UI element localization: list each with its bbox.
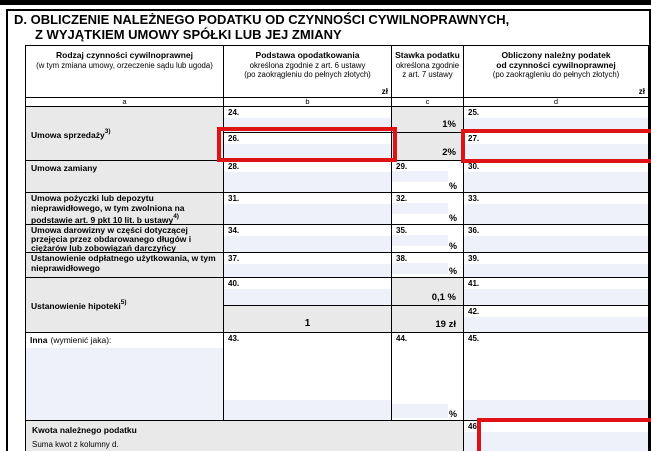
field-44-percent-unit: %	[448, 409, 457, 419]
rate-19-zl-cell	[391, 306, 463, 333]
field-41-input[interactable]	[464, 289, 648, 305]
section-d-title-line2: Z WYJĄTKIEM UMOWY SPÓŁKI LUB JEJ ZMIANY	[35, 27, 342, 42]
hipoteka-count-cell	[223, 306, 391, 333]
field-26-input[interactable]	[224, 144, 391, 160]
field-26-cell	[223, 133, 391, 160]
field-24-cell	[223, 107, 391, 132]
kwota-label-sub: Suma kwot z kolumny d.	[32, 440, 119, 449]
field-38-cell	[391, 253, 463, 277]
field-46-number: 46.	[468, 422, 480, 431]
inna-description-input[interactable]	[26, 348, 223, 420]
row-ustanowienie-hipoteki	[26, 278, 648, 333]
field-44-input[interactable]	[392, 404, 448, 418]
field-33-cell	[463, 193, 648, 224]
field-46-input[interactable]	[464, 432, 648, 451]
field-44-number: 44.	[396, 334, 408, 343]
field-26-number: 26.	[228, 133, 240, 143]
field-43-cell	[223, 333, 391, 420]
field-42-input[interactable]	[464, 317, 648, 333]
field-44-cell	[391, 333, 463, 420]
field-30-input[interactable]	[464, 172, 648, 192]
row-label-umowa-zamiany: Umowa zamiany	[26, 161, 223, 192]
field-30-cell	[463, 161, 648, 192]
field-25-input[interactable]	[464, 118, 648, 132]
field-34-input[interactable]	[224, 236, 391, 252]
field-31-number: 31.	[228, 194, 240, 203]
field-32-cell	[391, 193, 463, 224]
field-40-number: 40.	[228, 279, 240, 288]
field-24-input[interactable]	[224, 118, 391, 132]
field-25-number: 25.	[468, 108, 480, 117]
field-32-percent-unit: %	[448, 213, 457, 223]
row-kwota-naleznego-podatku	[26, 421, 648, 451]
field-39-number: 39.	[468, 254, 480, 263]
column-letter-a: a	[122, 97, 127, 106]
kwota-label-title: Kwota należnego podatku	[32, 425, 137, 435]
row-umowa-pozyczki	[26, 193, 648, 225]
table-header-row	[26, 46, 648, 98]
field-29-input[interactable]	[392, 171, 448, 182]
row-label-umowa-pozyczki	[26, 193, 223, 224]
field-42-cell	[463, 306, 648, 333]
column-letter-c: c	[391, 98, 463, 106]
row-inna	[26, 333, 648, 421]
kwota-label-cell	[26, 421, 463, 451]
field-30-number: 30.	[468, 162, 480, 171]
col-header-podstawa-title: Podstawa opodatkowania	[255, 50, 360, 60]
field-38-percent-unit: %	[448, 266, 457, 276]
col-header-rodzaj	[26, 46, 223, 97]
field-29-number: 29.	[396, 162, 408, 171]
field-33-number: 33.	[468, 194, 480, 203]
section-d-title-line1: D. OBLICZENIE NALEŻNEGO PODATKU OD CZYNNOŚCI CYWILNOPRAWNYCH,	[14, 12, 510, 27]
field-35-number: 35.	[396, 226, 408, 235]
field-36-input[interactable]	[464, 236, 648, 252]
inna-label-bold: Inna	[30, 335, 48, 345]
col-header-stawka	[391, 46, 463, 97]
rate-2-percent-cell	[391, 133, 463, 160]
field-37-input[interactable]	[224, 264, 391, 277]
field-46-cell	[463, 421, 648, 451]
field-39-input[interactable]	[464, 264, 648, 277]
col-header-stawka-title: Stawka podatku	[395, 50, 460, 60]
field-37-number: 37.	[228, 254, 240, 263]
row-label-ustanowienie-uzytkowania: Ustanowienie odpłatnego użytkowania, w tym nieprawidłowego	[26, 253, 223, 277]
field-35-input[interactable]	[392, 235, 448, 246]
field-28-cell	[223, 161, 391, 192]
row-umowa-darowizny	[26, 225, 648, 253]
field-32-number: 32.	[396, 194, 408, 203]
row-label-inna	[30, 335, 111, 345]
row-label-umowa-darowizny: Umowa darowizny w części dotyczącej przejęcia przez obdarowanego długów i ciężarów lub zobowiązań darczyńcy	[26, 225, 223, 252]
col-header-podatek	[463, 46, 648, 97]
row-label-text: Umowa pożyczki lub depozytu nieprawidłowego, w tym zwolniona na podstawie art. 9 pkt 10 lit. b ustawy	[31, 193, 185, 225]
row-umowa-zamiany	[26, 161, 648, 193]
field-38-number: 38.	[396, 254, 408, 263]
field-36-cell	[463, 225, 648, 252]
column-letter-d: d	[463, 98, 648, 106]
col-header-podstawa-sub1: określona zgodnie z art. 6 ustawy	[249, 60, 366, 70]
field-43-number: 43.	[228, 334, 240, 343]
field-33-input[interactable]	[464, 204, 648, 224]
rate-01-percent-cell	[391, 278, 463, 305]
field-32-input[interactable]	[392, 203, 448, 214]
field-25-cell	[463, 107, 648, 132]
field-28-input[interactable]	[224, 172, 391, 192]
footnote-ref-3: 3)	[104, 127, 111, 135]
field-35-percent-unit: %	[448, 241, 457, 251]
field-40-cell	[223, 278, 391, 305]
col-header-podatek-unit: zł	[638, 86, 645, 96]
field-29-cell	[391, 161, 463, 192]
field-35-cell	[391, 225, 463, 252]
field-37-cell	[223, 253, 391, 277]
col-header-rodzaj-sub: (w tym zmiana umowy, orzeczenie sądu lub ugoda)	[36, 60, 213, 70]
field-24-number: 24.	[228, 108, 240, 117]
field-38-input[interactable]	[392, 263, 448, 274]
field-27-number: 27.	[468, 133, 480, 143]
col-header-stawka-sub2: z art. 7 ustawy	[402, 70, 453, 79]
col-header-podstawa-sub2: (po zaokrągleniu do pełnych złotych)	[244, 70, 371, 79]
hipoteka-count-value: 1	[304, 318, 311, 329]
rate-1-percent-cell	[391, 107, 463, 132]
rate-2-percent: 2%	[442, 147, 456, 158]
field-34-cell	[223, 225, 391, 252]
field-43-input[interactable]	[224, 400, 391, 420]
field-31-input[interactable]	[224, 204, 391, 224]
row-label-text: Ustanowienie hipoteki	[31, 300, 121, 311]
col-header-rodzaj-title: Rodzaj czynności cywilnoprawnej	[56, 50, 193, 60]
col-header-podstawa-unit: zł	[381, 86, 388, 96]
field-29-percent-unit: %	[448, 181, 457, 191]
field-45-input[interactable]	[464, 400, 648, 420]
field-45-number: 45.	[468, 334, 480, 343]
field-27-input[interactable]	[464, 144, 648, 160]
field-28-number: 28.	[228, 162, 240, 171]
footnote-ref-5: 5)	[120, 299, 127, 307]
field-31-cell	[223, 193, 391, 224]
row-label-inna-cell	[26, 333, 223, 420]
field-41-number: 41.	[468, 279, 480, 288]
field-34-number: 34.	[228, 226, 240, 235]
row-label-umowa-sprzedazy	[26, 107, 223, 160]
col-header-podatek-sub: (po zaokrągleniu do pełnych złotych)	[492, 70, 620, 79]
col-header-podatek-title2: od czynności cywilnoprawnej	[496, 59, 616, 70]
field-45-cell	[463, 333, 648, 420]
rate-1-percent: 1%	[442, 118, 456, 130]
rate-19-zl: 19 zł	[435, 319, 456, 330]
column-letter-b: b	[223, 98, 391, 106]
col-header-podstawa	[223, 46, 391, 97]
tax-calculation-table	[25, 45, 649, 451]
col-header-stawka-sub1: określona zgodnie	[395, 60, 460, 70]
row-ustanowienie-uzytkowania	[26, 253, 648, 278]
inna-label-rest: (wymienić jaka):	[50, 335, 112, 345]
col-header-podatek-title1: Obliczony należny podatek	[501, 50, 611, 60]
footnote-ref-4: 4)	[173, 213, 179, 220]
row-label-text: Umowa sprzedaży	[31, 129, 105, 140]
field-39-cell	[463, 253, 648, 277]
row-umowa-sprzedazy	[26, 107, 648, 161]
field-42-number: 42.	[468, 306, 480, 316]
field-40-input[interactable]	[224, 289, 391, 305]
field-41-cell	[463, 278, 648, 305]
page-top-rule	[0, 0, 651, 5]
field-27-cell	[463, 133, 648, 160]
section-d-title	[14, 12, 509, 42]
column-letter-row	[26, 98, 648, 107]
field-36-number: 36.	[468, 226, 480, 235]
row-label-ustanowienie-hipoteki	[26, 278, 223, 332]
rate-01-percent: 0,1 %	[431, 291, 456, 303]
